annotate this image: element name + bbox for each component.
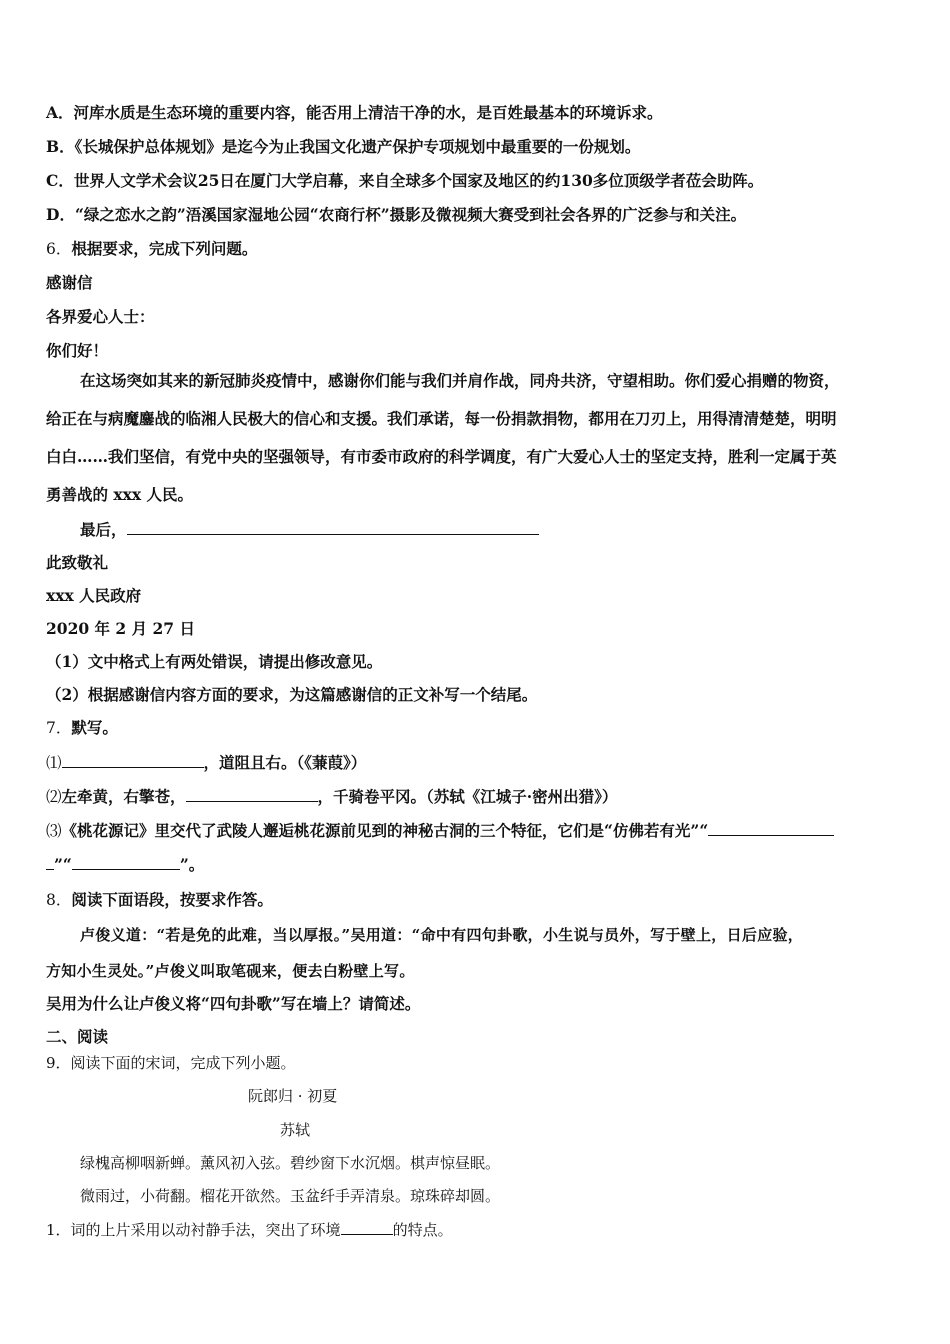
letter-body-line-2: 给正在与病魔鏖战的临湘人民极大的信心和支援。我们承诺，每一份捐款捐物，都用在刀刃上，用得清清楚楚，明明 [46,409,837,428]
option-d [46,204,910,226]
question-prompt: 默写。 [71,718,118,737]
letter-body-line-3: 白白……我们坚信，有党中央的坚强领导，有市委市政府的科学调度，有广大爱心人士的坚定支持，胜利一定属于英 [46,447,837,466]
question-6 [46,238,910,260]
letter-finally [80,518,910,541]
question-9 [46,1052,910,1074]
question-number: 8． [46,891,72,909]
finally-label: 最后， [80,520,127,539]
letter-body-line-4: 勇善战的 xxx 人民。 [46,485,194,504]
item-number: ⑵ [46,788,62,806]
poem-line-1: 绿槐高柳咽新蝉。薰风初入弦。碧纱窗下水沉烟。棋声惊昼眠。 [80,1154,501,1172]
item-text: 左牵黄，右擎苍， [61,787,186,806]
letter-body-line-1: 在这场突如其来的新冠肺炎疫情中，感谢你们能与我们并肩作战，同舟共济，守望相助。你们爱心捐赠的物资， [80,371,840,390]
option-label: A． [46,103,74,122]
question-prompt: 阅读下面语段，按要求作答。 [71,890,273,909]
letter-title: 感谢信 [46,273,93,292]
question-6-sub2: （2）根据感谢信内容方面的要求，为这篇感谢信的正文补写一个结尾。 [46,685,538,704]
answer-blank[interactable] [127,518,539,535]
option-text: “绿之恋水之韵”浯溪国家湿地公园“农商行杯”摄影及微视频大赛受到社会各界的广泛参与和关注。 [74,205,747,224]
question-7-item-1 [46,751,910,774]
poem-title: 阮郎归 · 初夏 [248,1087,338,1105]
letter-date: 2020 年 2 月 27 日 [46,619,195,638]
option-label: C． [46,171,74,190]
question-number: 6． [46,240,72,258]
letter-salutation: 各界爱心人士： [46,307,155,326]
item-text: ”。 [179,855,205,874]
answer-blank[interactable] [708,819,834,836]
letter-signer: xxx 人民政府 [46,586,142,605]
question-8 [46,889,910,911]
option-c [46,170,910,192]
item-text: ”“ [54,855,72,874]
item-text: 《桃花源记》里交代了武陵人邂逅桃花源前见到的神秘古洞的三个特征，它们是“仿佛若有光”“ [61,821,709,840]
question-6-sub1: （1）文中格式上有两处错误，请提出修改意见。 [46,652,383,671]
sub-text: 词的上片采用以动衬静手法，突出了环境 [70,1221,341,1239]
section-heading: 二、阅读 [46,1027,109,1046]
answer-blank[interactable] [341,1218,393,1235]
question-7-item-3 [46,819,910,842]
answer-blank[interactable] [46,853,54,870]
question-number: 9． [46,1054,71,1072]
letter-closing: 此致敬礼 [46,553,109,572]
item-number: ⑶ [46,822,62,840]
sub-text: 的特点。 [392,1221,453,1239]
question-7 [46,717,910,739]
sub-number: 1． [46,1221,71,1239]
poem-line-2: 微雨过，小荷翻。榴花开欲然。玉盆纤手弄清泉。琼珠碎却圆。 [80,1187,501,1205]
option-label: D． [46,205,75,224]
question-7-item-2 [46,785,910,808]
answer-blank[interactable] [186,785,318,802]
answer-blank[interactable] [72,853,180,870]
letter-greeting: 你们好！ [46,341,109,360]
option-text: 《长城保护总体规划》是迄今为止我国文化遗产保护专项规划中最重要的一份规划。 [74,137,641,156]
passage-line-2: 方知小生灵处。”卢俊义叫取笔砚来，便去白粉壁上写。 [46,962,415,980]
question-prompt: 阅读下面的宋词，完成下列小题。 [70,1054,296,1072]
passage-line-1: 卢俊义道：“若是免的此难，当以厚报。”吴用道：“命中有四句卦歌，小生说与员外，写于壁上，日后应验， [80,926,804,944]
question-9-sub-1 [46,1218,910,1241]
option-text: 河库水质是生态环境的重要内容，能否用上清洁干净的水，是百姓最基本的环境诉求。 [73,103,663,122]
option-b [46,136,910,158]
poem-author: 苏轼 [280,1121,311,1139]
item-text: ，道阻且右。（《蒹葭》） [203,753,367,772]
question-8-question: 吴用为什么让卢俊义将“四句卦歌”写在墙上？请简述。 [46,994,421,1013]
option-text: 世界人文学术会议25日在厦门大学启幕，来自全球多个国家及地区的约130多位顶级学者莅会助阵。 [73,171,764,190]
option-label: B． [46,137,75,156]
question-7-item-3-cont [46,853,910,876]
answer-blank[interactable] [62,751,204,768]
item-text: ，千骑卷平冈。（苏轼《江城子·密州出猎》） [317,787,618,806]
question-prompt: 根据要求，完成下列问题。 [71,239,258,258]
item-number: ⑴ [46,754,62,772]
question-number: 7． [46,719,72,737]
option-a [46,102,910,124]
